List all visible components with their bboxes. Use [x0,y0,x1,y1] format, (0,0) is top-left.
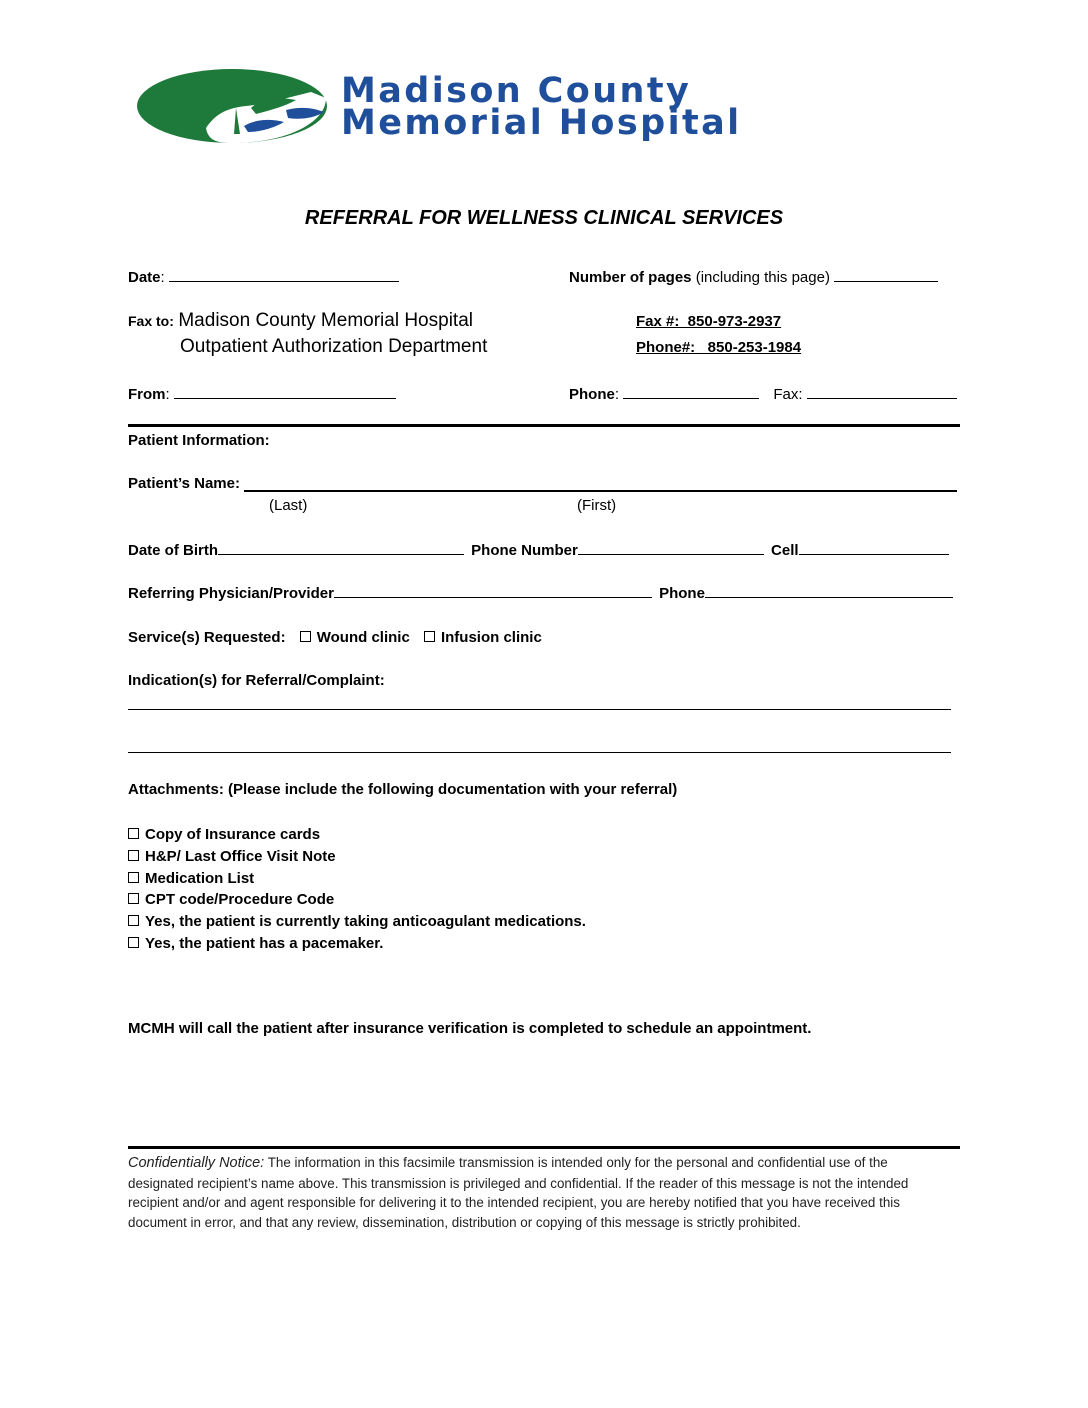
tree-emblem-icon [136,68,336,146]
patient-phone-field[interactable] [578,540,764,555]
fax-number: Fax #: 850-973-2937 [636,313,782,330]
fax-to-label: Fax to [128,313,170,329]
wound-clinic-option[interactable] [300,629,410,646]
attachment-item[interactable] [128,911,586,933]
notice-body: The information in this facsimile transmission is intended only for the personal and confidential use of the designated recipient’s name above. This transmission is privileged and confidential. If the reader of this message is not the intended recipient and/or and agent responsible for delivering it to the intended recipient, you are hereby notified that you have received this document in error, and that any review, dissemination, distribution or copying of this message is strictly prohibited. [128,1155,909,1230]
cell-field[interactable] [799,540,949,555]
from-label: From [128,386,166,403]
patient-name-field[interactable] [244,490,957,492]
physician-row [128,583,953,602]
attachment-label: CPT code/Procedure Code [145,891,335,909]
attachments-list [128,824,586,955]
attachment-item[interactable] [128,889,586,911]
indications-line-2[interactable] [128,752,951,753]
fax-to-block: Fax to: Madison County Memorial Hospital [128,310,473,331]
logo-line-2: Memorial Hospital [341,103,742,143]
date-row: Date: [128,267,399,286]
wound-clinic-checkbox[interactable] [300,631,311,642]
physician-field[interactable] [334,583,652,598]
from-field[interactable] [174,384,396,399]
attachment-checkbox[interactable] [128,937,139,948]
form-title: REFERRAL FOR WELLNESS CLINICAL SERVICES [304,207,784,229]
physician-phone-label: Phone [659,585,705,602]
dob-row [128,540,949,559]
services-label: Service(s) Requested: [128,629,286,646]
attachment-item[interactable] [128,868,586,890]
indications-line-1[interactable] [128,709,951,710]
patient-name-label: Patient’s Name: [128,475,240,492]
notice-heading: Confidentially Notice: [128,1155,265,1171]
first-name-hint: (First) [577,497,617,514]
pages-label: Number of pages [569,269,692,286]
date-field[interactable] [169,267,399,282]
dob-label: Date of Birth [128,542,218,559]
attachment-checkbox[interactable] [128,828,139,839]
attachment-label: Copy of Insurance cards [145,826,321,843]
wound-clinic-label: Wound clinic [316,629,410,646]
attachment-checkbox[interactable] [128,915,139,926]
infusion-clinic-label: Infusion clinic [440,629,542,646]
patient-section-label: Patient Information: [128,432,270,449]
attachment-label: Medication List [145,869,255,887]
from-fax-field[interactable] [807,384,957,399]
attachment-label: Yes, the patient has a pacemaker. [145,934,384,952]
attachments-label: Attachments: (Please include the following documentation with your referral) [128,781,678,798]
phone-number: Phone#: 850-253-1984 [636,339,802,356]
attachment-label: Yes, the patient is currently taking anticoagulant medications. [145,913,586,931]
infusion-clinic-checkbox[interactable] [424,631,435,642]
closing-note: MCMH will call the patient after insurance verification is completed to schedule an appointment. [128,1020,812,1037]
hospital-logo [136,68,966,148]
notice-divider [128,1146,960,1149]
attachment-checkbox[interactable] [128,850,139,861]
from-fax-label: Fax: [773,386,803,403]
date-label: Date [128,269,161,286]
attachment-checkbox[interactable] [128,893,139,904]
services-row [128,629,542,646]
section-divider [128,424,960,427]
attachment-checkbox[interactable] [128,872,139,883]
attachment-item[interactable] [128,846,586,868]
attachment-item[interactable] [128,933,586,955]
cell-label: Cell [771,542,799,559]
from-phone-row: Phone: Fax: [569,384,957,403]
confidentiality-notice [128,1153,954,1232]
fax-to-line2: Outpatient Authorization Department [180,336,488,357]
pages-note: (including this page) [695,269,830,286]
indications-label: Indication(s) for Referral/Complaint: [128,672,385,689]
logo-line-1: Madison County [341,71,692,111]
pages-row [569,267,938,286]
attachment-label: H&P/ Last Office Visit Note [145,847,336,865]
physician-phone-field[interactable] [705,583,953,598]
fax-to-line1: Madison County Memorial Hospital [178,310,473,331]
from-phone-label: Phone [569,386,615,403]
last-name-hint: (Last) [269,497,308,514]
from-row: From: [128,384,396,403]
physician-label: Referring Physician/Provider [128,585,334,602]
infusion-clinic-option[interactable] [424,629,542,646]
patient-phone-label: Phone Number [471,542,578,559]
attachment-item[interactable] [128,824,586,846]
dob-field[interactable] [218,540,464,555]
pages-field[interactable] [834,267,938,282]
from-phone-field[interactable] [623,384,759,399]
